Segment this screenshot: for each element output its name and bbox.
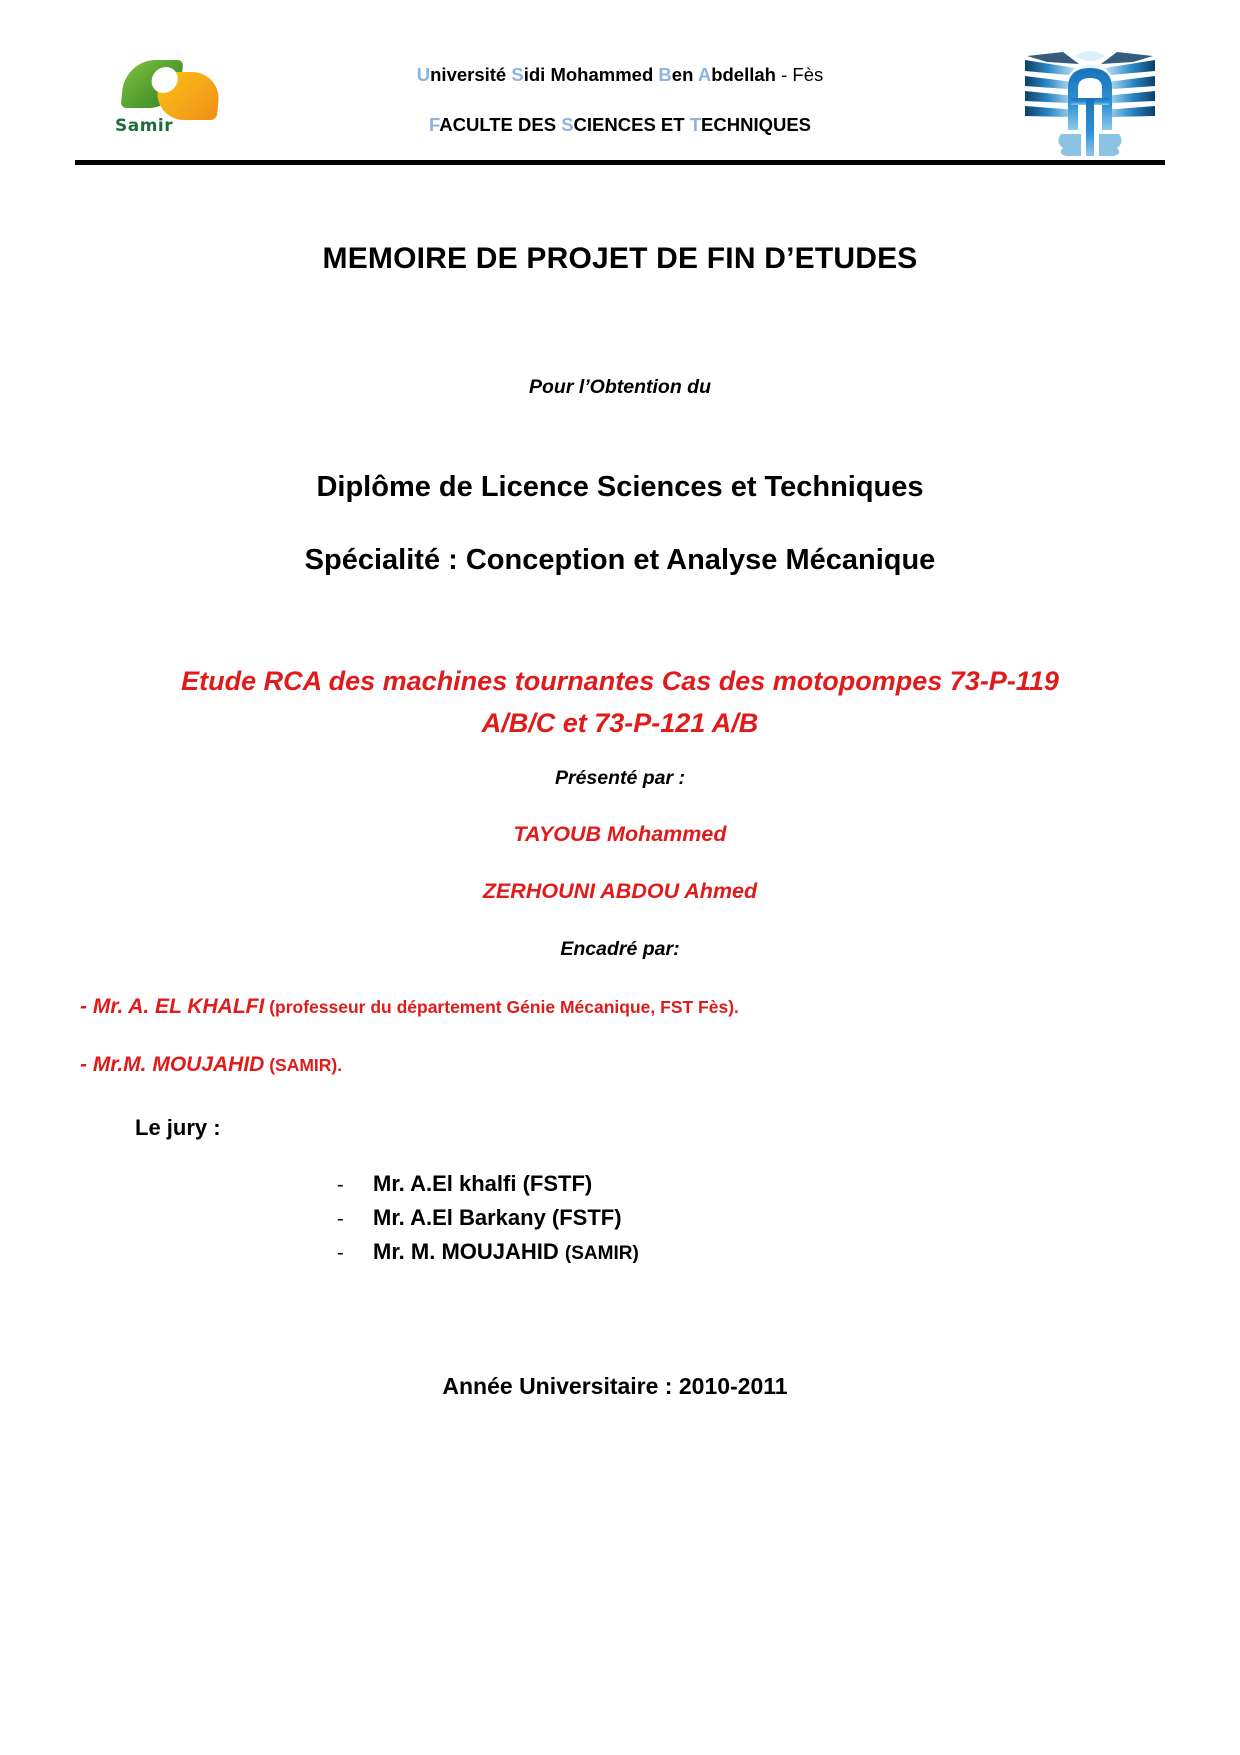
- diploma-line: Diplôme de Licence Sciences et Techniques: [316, 471, 924, 503]
- jury-member-name-3: Mr. M. MOUJAHID (SAMIR): [373, 1238, 639, 1264]
- samir-logo-mark: [123, 58, 225, 120]
- supervisor-affiliation-1: (professeur du département Génie Mécanique, FST Fès).: [264, 996, 739, 1017]
- supervisor-name-1: - Mr. A. EL KHALFI: [80, 994, 265, 1018]
- university-name-line: [275, 64, 965, 86]
- jury-member-2: [337, 1201, 1165, 1235]
- samir-logo-wordmark: Samir: [115, 116, 174, 136]
- page-header: [75, 38, 1165, 158]
- supervisor-entry-2: [75, 1053, 1165, 1077]
- faculty-name-line: [275, 114, 965, 136]
- fst-fes-logo: [1023, 42, 1157, 158]
- faculty-name-rich: FACULTE DES SCIENCES ET TECHNIQUES: [428, 114, 812, 136]
- jury-member-name-1: Mr. A.El khalfi (FSTF): [373, 1170, 593, 1196]
- supervisor-affiliation-2: (SAMIR).: [264, 1054, 343, 1075]
- jury-member-3: [337, 1235, 1165, 1269]
- jury-member-1: [337, 1167, 1165, 1201]
- supervised-by-label: Encadré par:: [560, 937, 680, 960]
- specialty-line: Spécialité : Conception et Analyse Mécanique: [304, 544, 936, 576]
- university-city-suffix: - Fès: [775, 64, 824, 85]
- samir-logo: [105, 58, 235, 148]
- author-name-2: ZERHOUNI ABDOU Ahmed: [482, 878, 758, 903]
- header-divider-rule: [75, 160, 1165, 165]
- jury-list: [75, 1167, 1165, 1269]
- university-name-rich: Université Sidi Mohammed Ben Abdellah: [416, 64, 776, 85]
- supervisor-entry-1: [75, 995, 1165, 1019]
- jury-member-name-2: Mr. A.El Barkany (FSTF): [373, 1204, 622, 1230]
- author-name-1: TAYOUB Mohammed: [513, 821, 727, 846]
- jury-bullet-dash-1: -: [337, 1173, 344, 1196]
- project-title: [75, 661, 1165, 745]
- supervisor-name-2: - Mr.M. MOUJAHID: [80, 1052, 265, 1076]
- purpose-label: Pour l’Obtention du: [529, 376, 711, 398]
- jury-bullet-dash-2: -: [337, 1207, 344, 1230]
- document-body: [75, 180, 1165, 1400]
- samir-logo-orange-swoosh: [154, 72, 221, 120]
- jury-bullet-dash-3: -: [337, 1241, 344, 1264]
- document-main-title: MEMOIRE DE PROJET DE FIN D’ETUDES: [322, 242, 918, 275]
- jury-section-label: Le jury :: [135, 1114, 221, 1140]
- presented-by-label: Présenté par :: [554, 766, 686, 789]
- project-title-line-2: A/B/C et 73-P-121 A/B: [481, 707, 759, 738]
- project-title-line-1: Etude RCA des machines tournantes Cas des motopompes 73-P-119: [181, 666, 1059, 696]
- header-institution-text: [275, 64, 965, 136]
- academic-year: Année Universitaire : 2010-2011: [442, 1372, 788, 1399]
